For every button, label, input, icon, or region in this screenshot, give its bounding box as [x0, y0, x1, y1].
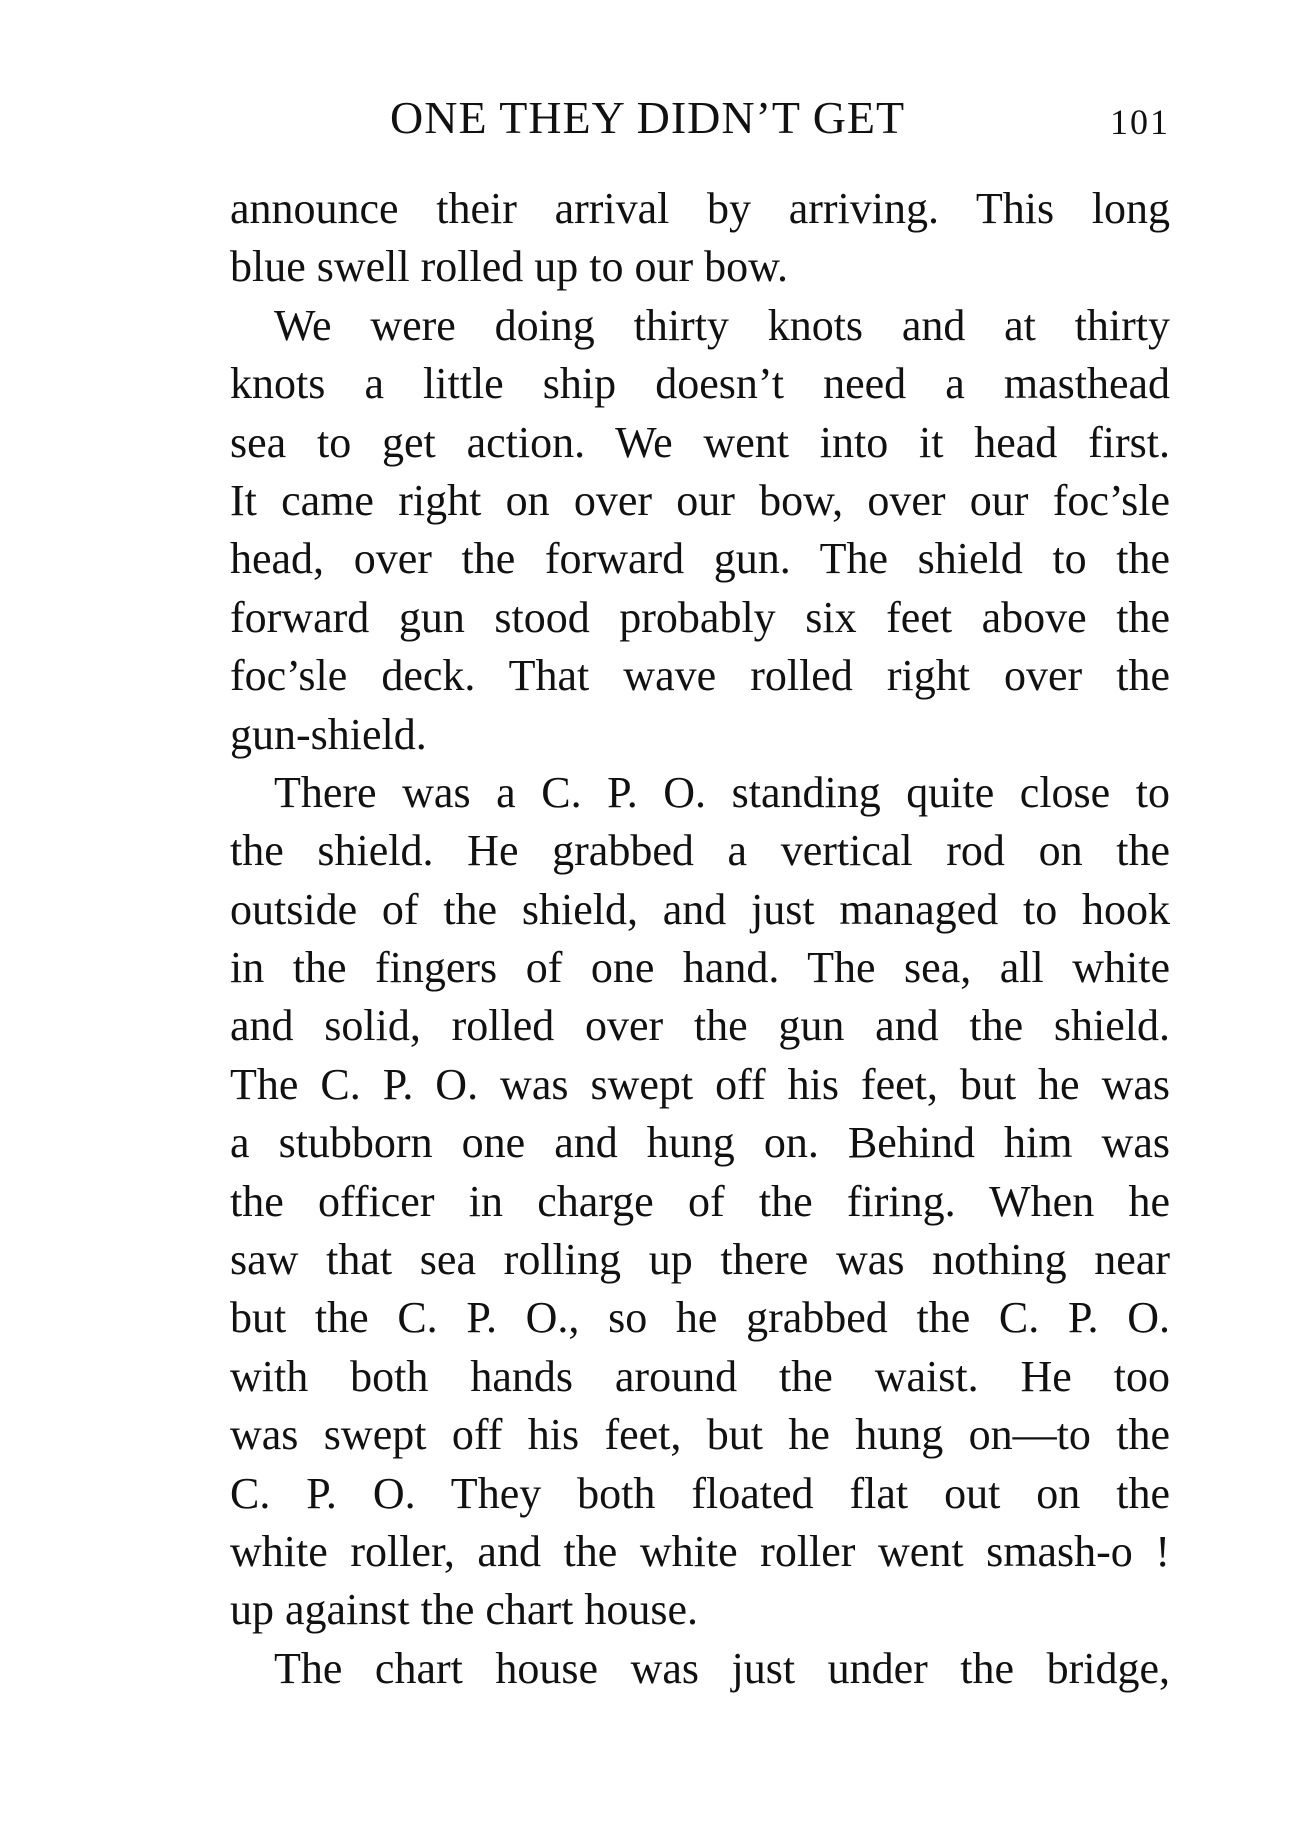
text-line: the shield. He grabbed a vertical rod on the	[230, 826, 1170, 876]
text-line: but the C. P. O., so he grabbed the C. P. O.	[230, 1293, 1170, 1343]
text-line: The C. P. O. was swept off his feet, but he was	[230, 1059, 1170, 1109]
text-line: with both hands around the waist. He too	[230, 1351, 1170, 1401]
text-line: The chart house was just under the bridge,	[274, 1643, 1170, 1693]
text-line: gun-shield.	[230, 709, 427, 759]
text-line: the officer in charge of the firing. When he	[230, 1176, 1170, 1226]
text-line: We were doing thirty knots and at thirty	[274, 300, 1170, 350]
text-line: saw that sea rolling up there was nothing near	[230, 1235, 1170, 1285]
text-line: sea to get action. We went into it head first.	[230, 417, 1170, 467]
body-text	[230, 180, 1170, 1698]
running-title: ONE THEY DIDN’T GET	[390, 92, 906, 143]
text-line: foc’sle deck. That wave rolled right over the	[230, 651, 1170, 701]
text-line: up against the chart house.	[230, 1585, 698, 1635]
text-line: was swept off his feet, but he hung on—to the	[230, 1410, 1170, 1460]
text-line: There was a C. P. O. standing quite close to	[274, 767, 1170, 817]
text-line: forward gun stood probably six feet above the	[230, 592, 1170, 642]
text-line: knots a little ship doesn’t need a masthead	[230, 359, 1170, 409]
text-line: C. P. O. They both floated flat out on the	[230, 1468, 1170, 1518]
text-line: announce their arrival by arriving. This long	[230, 184, 1170, 233]
text-line: a stubborn one and hung on. Behind him was	[230, 1118, 1170, 1168]
text-line: It came right on over our bow, over our foc’sle	[230, 475, 1170, 525]
text-line: white roller, and the white roller went smash-o !	[230, 1526, 1170, 1576]
text-line: head, over the forward gun. The shield to the	[230, 534, 1170, 584]
page-number: 101	[1110, 102, 1170, 142]
text-line: outside of the shield, and just managed to hook	[230, 884, 1170, 934]
text-line: blue swell rolled up to our bow.	[230, 242, 789, 292]
running-head	[230, 88, 1170, 148]
text-line: and solid, rolled over the gun and the shield.	[230, 1001, 1170, 1051]
text-line: in the fingers of one hand. The sea, all white	[230, 943, 1170, 993]
